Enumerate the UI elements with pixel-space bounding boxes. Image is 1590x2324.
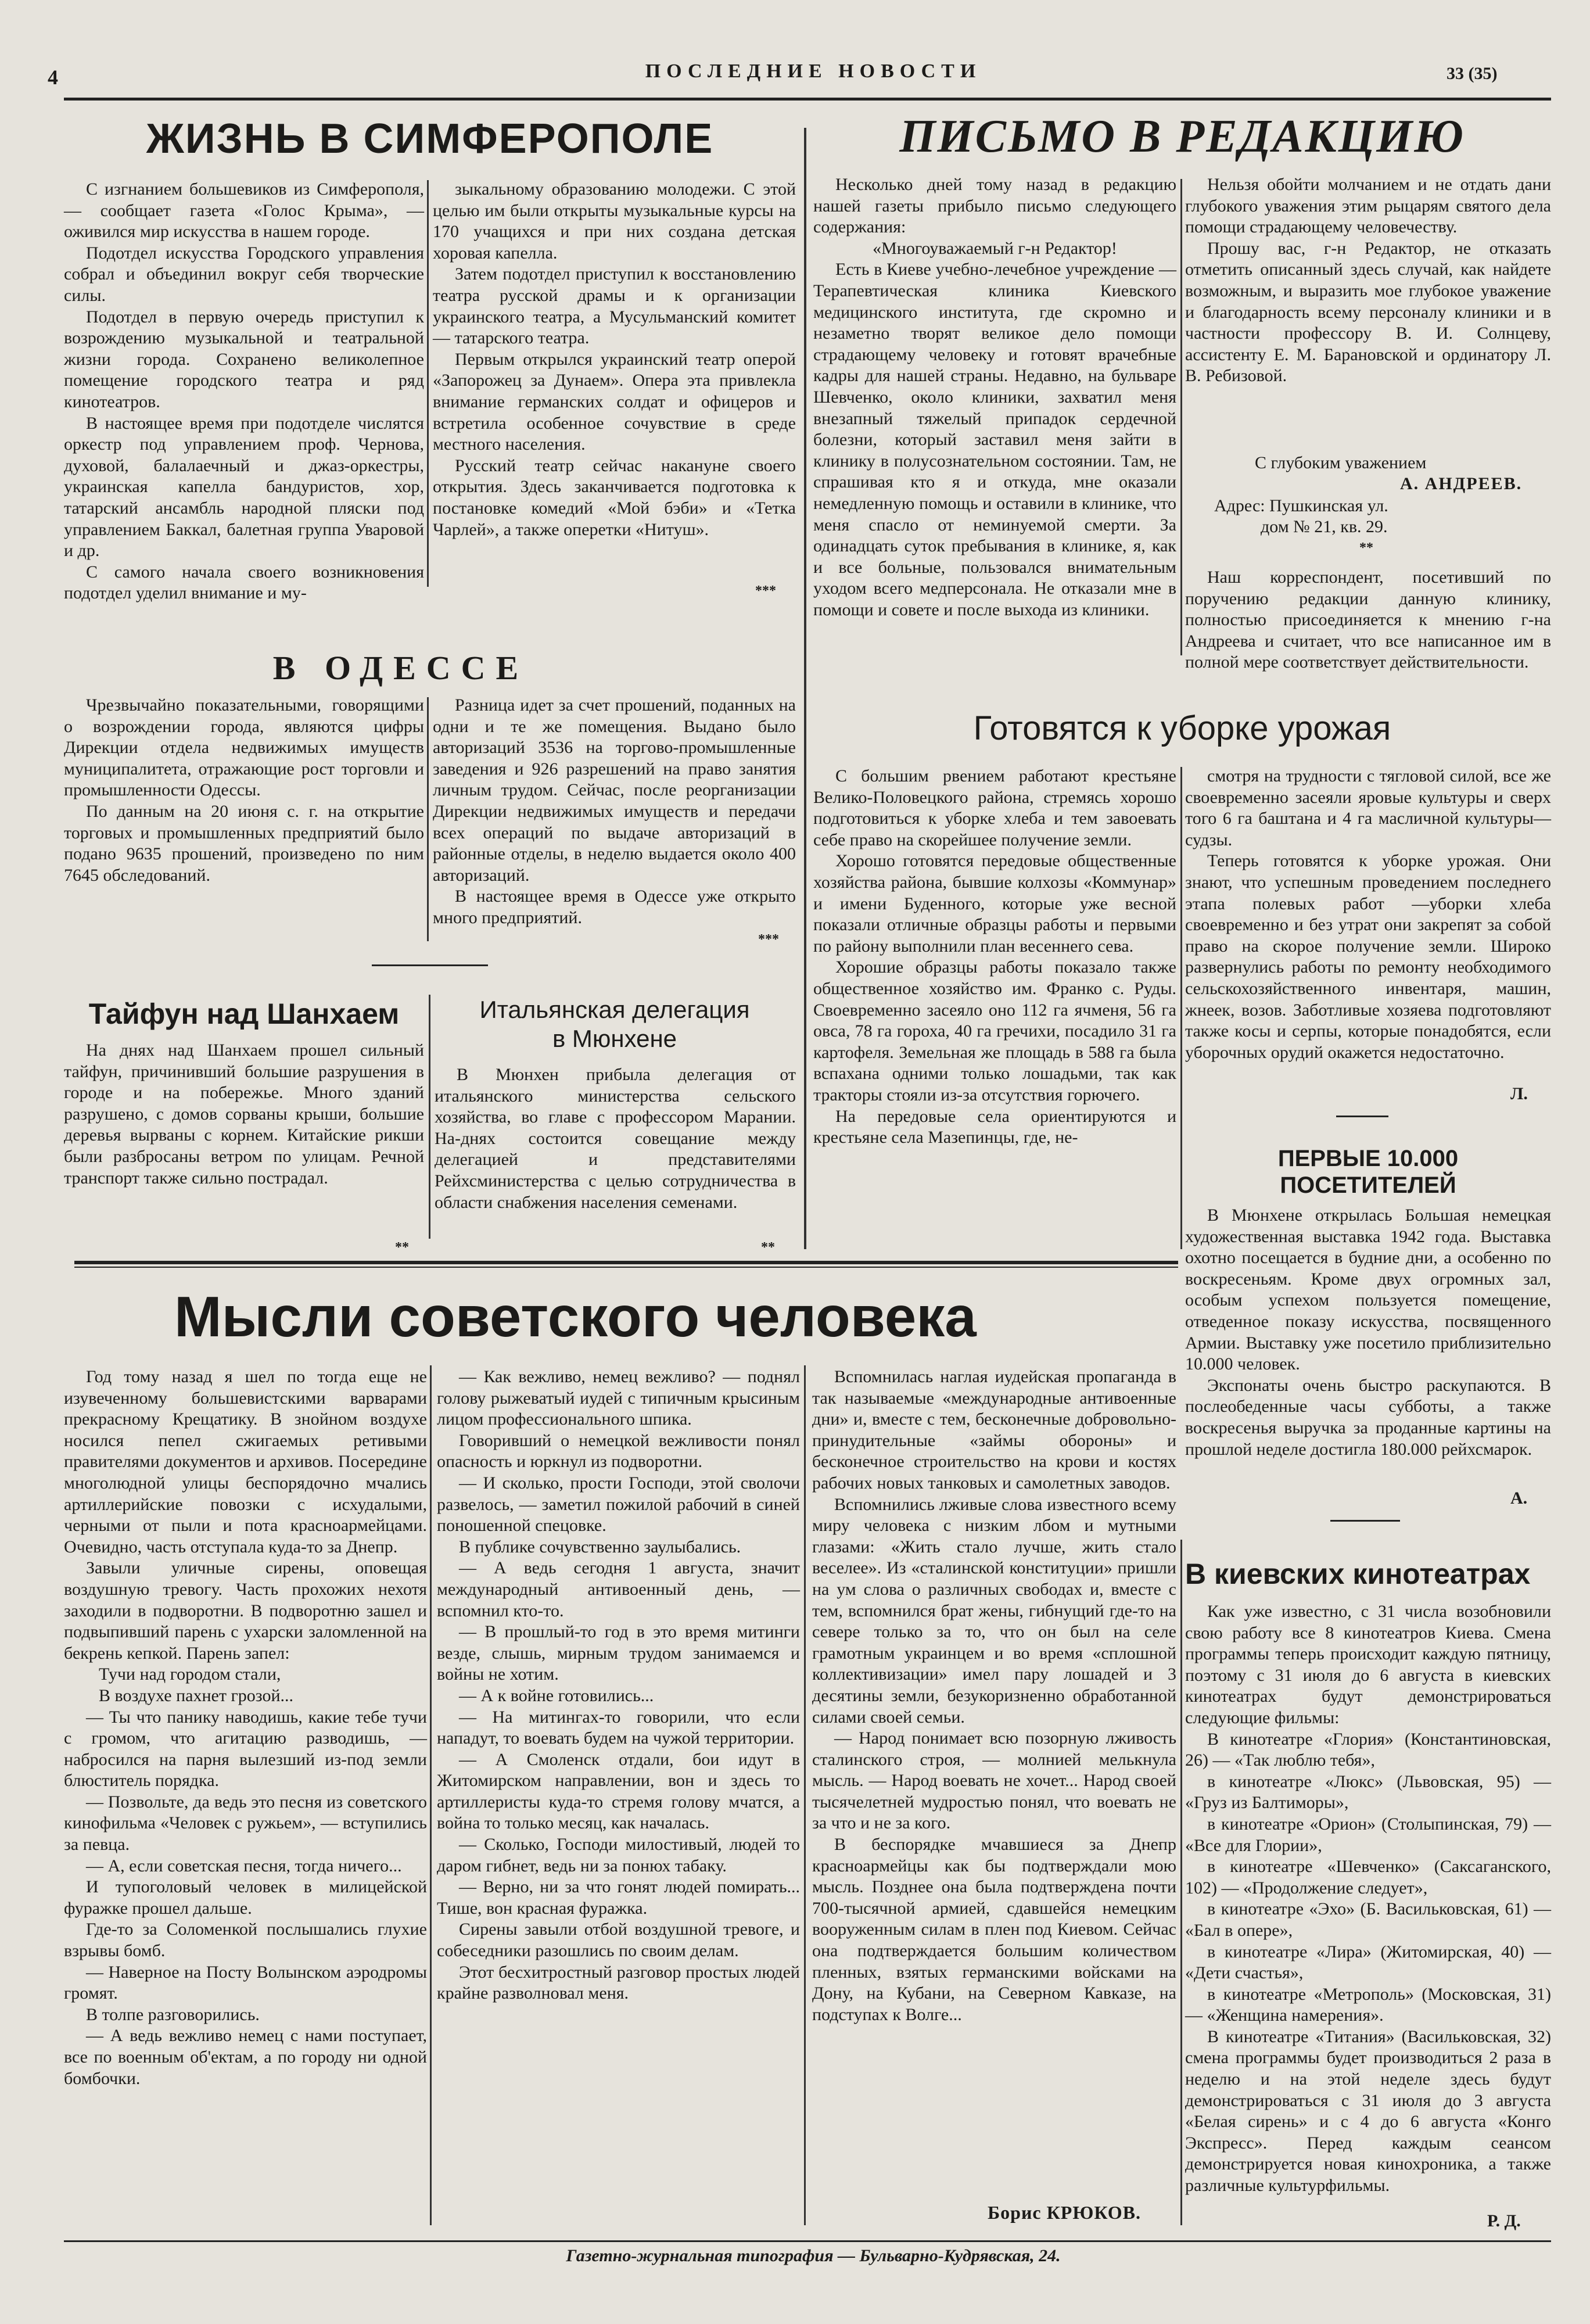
cinema-listing: В кинотеатре «Глория» (Константиновская, 26) — «Так люблю тебя»,	[1185, 1729, 1551, 1770]
odessa-title: В ОДЕССЕ	[272, 649, 529, 687]
paragraph: — А, если советская песня, тогда ничего...	[86, 1856, 402, 1875]
paragraph: — Как вежливо, немец вежливо? — поднял голову рыжеватый иудей с типичным крысиным лицом профессионального шпика.	[437, 1367, 800, 1429]
paragraph: — Ты что панику наводишь, какие тебе тучи с громом, что агитацию разводишь, — набросился на парня вылезший из-под земли блюститель порядка.	[64, 1707, 427, 1791]
visitors-signature: А.	[1510, 1489, 1528, 1508]
thoughts-col-2	[437, 1367, 800, 2232]
paragraph: Хорошо готовятся передовые общественные хозяйства района, бывшие колхозы «Коммунар» и имени Буденного, которые уже весной показали отличные образцы работы и первыми по району выполнили план весеннего сева.	[813, 851, 1176, 956]
paragraph: — Верно, ни за что гонят людей помирать... Тише, вон красная фуражка.	[437, 1877, 800, 1918]
thoughts-title: Мысли советского человека	[174, 1285, 977, 1349]
center-column-divider	[804, 128, 806, 1249]
paragraph: Русский театр сейчас накануне своего открытия. Здесь заканчивается подготовка к постановке комедий «Мой бэби» и «Тетка Чарлей», а также оперетки «Нитуш».	[433, 456, 796, 539]
cinemas-signature: Р. Д.	[1487, 2211, 1521, 2230]
paragraph: Затем подотдел приступил к восстановлению театра русской драмы и к организации украинского театра, а Мусульманский комитет — татарского театра.	[433, 264, 796, 348]
paragraph: Разница идет за счет прошений, поданных на одни и те же помещения. Выдано было авторизаций 3536 на торгово-промышленные заведения и 926 разрешений на право занятия личным трудом. Сейчас, после реорганизации Дирекции недвижимых имуществ и передачи всех операций по выдаче авторизаций в районные отделы, в неделю выдается около 400 авторизаций.	[433, 695, 796, 885]
letter-col-1	[813, 174, 1176, 657]
thoughts-divider-3	[1180, 1540, 1182, 2225]
paragraph: Говоривший о немецкой вежливости понял опасность и юркнул из подворотни.	[437, 1430, 800, 1472]
paragraph: На передовые села ориентируются и крестьяне села Мазепинцы, где, не-	[813, 1106, 1176, 1147]
paragraph: Как уже известно, с 31 числа возобновили свою работу все 8 кинотеатров Киева. Смена программы теперь происходит каждую пятницу, поэтому с 31 июля до 6 августа в киевских кинотеатрах будут демонстрироваться следующие фильмы:	[1185, 1602, 1551, 1727]
paragraph: Завыли уличные сирены, оповещая воздушную тревогу. Часть прохожих нехотя заходили в подворотни. В подворотню зашел и подвыпивший парень с ухарски заломленной на бекрень кепкой. Парень запел:	[64, 1558, 427, 1663]
page-number: 4	[48, 66, 58, 89]
paragraph: Вспомнилась наглая иудейская пропаганда в так называемые «международные антивоенные дни» и, вместе с тем, бесконечные добровольно-принудительные «займы обороны» и бесконечное строительство на крови и костях рабочих новых танковых и самолетных заводов.	[812, 1367, 1176, 1493]
cinemas-title: В киевских кинотеатрах	[1185, 1558, 1531, 1590]
letter-signature: А. АНДРЕЕВ.	[1400, 474, 1523, 493]
paragraph: «Многоуважаемый г-н Редактор!	[873, 238, 1117, 258]
paragraph: Год тому назад я шел по тогда еще не изувеченному большевистскими варварами прекрасному Крещатику. В знойном воздухе носился пепел сжигаемых ретивыми правителями документов и архивов. Посередине многолюдной улицы беспорядочно мчались артиллерийские повозки с исхудалыми, черными от пыли и пота красноармейцами. Очевидно, часть отступала куда-то за Днепр.	[64, 1367, 427, 1556]
thoughts-signature: Борис КРЮКОВ.	[988, 2202, 1142, 2223]
typhoon-title: Тайфун над Шанхаем	[88, 998, 400, 1030]
paragraph: — Позвольте, да ведь это песня из советского кинофильма «Человек с ружьем», — вступились за певца.	[64, 1792, 427, 1855]
cinema-listing: в кинотеатре «Шевченко» (Саксаганского, 102) — «Продолжение следует»,	[1185, 1857, 1551, 1898]
paragraph: С самого начала своего возникновения подотдел уделил внимание и му-	[64, 562, 424, 603]
simferopol-col-1	[64, 179, 424, 603]
paragraph: зыкальному образованию молодежи. С этой целью им были открыты музыкальные курсы на 170 учащихся и при них создана детская хоровая капелла.	[433, 180, 796, 263]
paragraph: Первым открылся украинский театр оперой «Запорожец за Дунаем». Опера эта привлекла внимание германских солдат и офицеров и встретила особенное сочувствие в среде местного населения.	[433, 349, 796, 454]
paragraph: Прошу вас, г-н Редактор, не отказать отметить описанный здесь случай, как найдете возможным, и выразить мое глубокое уважение и благодарность всему персоналу клиники и в частности профессору В. И. Солнцеву, ассистенту Е. М. Барановской и ординатору Л. В. Ребизовой.	[1185, 238, 1551, 386]
typhoon-text	[64, 1040, 424, 1232]
cinema-listing: в кинотеатре «Метрополь» (Московская, 31) — «Женщина намерения».	[1185, 1984, 1551, 2025]
issue-number: 33 (35)	[1447, 64, 1498, 83]
letter-divider	[1180, 179, 1182, 655]
paragraph: И тупоголовый человек в милицейской фуражке прошел дальше.	[64, 1877, 427, 1918]
paragraph: Подотдел в первую очередь приступил к возрождению музыкальной и театральной жизни города. Сохранено великолепное помещение городского театра и ряд кинотеатров.	[64, 307, 424, 411]
odessa-col-1	[64, 695, 424, 939]
italian-end-mark: **	[761, 1240, 775, 1255]
paragraph: Несколько дней тому назад в редакцию нашей газеты прибыло письмо следующего содержания:	[813, 175, 1176, 237]
simferopol-title: ЖИЗНЬ В СИМФЕРОПОЛЕ	[146, 116, 714, 162]
section-rule-top	[74, 1261, 1178, 1264]
paragraph: На днях над Шанхаем прошел сильный тайфун, причинивший большие разрушения в городе и на побережье. Много зданий разрушено, с домов сорваны крыши, большие деревья вырваны с корнем. Китайские рикши были разбросаны ветром по улицам. Речной транспорт также сильно пострадал.	[64, 1041, 424, 1188]
footer-imprint: Газетно-журнальная типография — Бульварно-Кудрявская, 24.	[566, 2246, 1061, 2265]
paragraph: Подотдел искусства Городского управления собрал и объединил вокруг себя творческие силы.	[64, 243, 424, 305]
paragraph: — И сколько, прости Господи, этой сволочи развелось, — заметил пожилой рабочий в синей поношенной спецовке.	[437, 1473, 800, 1536]
typhoon-divider	[429, 995, 430, 1239]
simferopol-divider	[427, 180, 429, 587]
simferopol-col-2	[433, 179, 796, 603]
paragraph: В настоящее время в Одессе уже открыто много предприятий.	[433, 887, 796, 927]
typhoon-end-mark: **	[395, 1240, 409, 1255]
paragraph: В Мюнхене открылась Большая немецкая художественная выставка 1942 года. Выставка охотно посещается в будние дни, а особенно по воскресеньям. Кроме двух огромных зал, особым успехом пользуется помещение, отведенное показу искусства, посвященного Армии. Выставку уже посетило приблизительно 10.000 человек.	[1185, 1206, 1551, 1374]
newspaper-title: ПОСЛЕДНИЕ НОВОСТИ	[645, 60, 982, 82]
paragraph: Этот бесхитростный разговор простых людей крайне разволновал меня.	[437, 1962, 800, 2003]
letter-address-line2: дом № 21, кв. 29.	[1261, 517, 1388, 536]
italian-text	[435, 1064, 796, 1239]
visitors-text	[1185, 1205, 1551, 1487]
harvest-col-1	[813, 766, 1176, 1248]
letter-address-line1: Адрес: Пушкинская ул.	[1214, 496, 1388, 515]
cinema-listing: в кинотеатре «Люкс» (Львовская, 95) — «Груз из Балтиморы»,	[1185, 1771, 1551, 1813]
section-rule-bottom	[74, 1267, 1178, 1268]
thoughts-col-3	[812, 1367, 1176, 2209]
visitors-title-line2: ПОСЕТИТЕЛЕЙ	[1280, 1172, 1456, 1198]
letter-stars: **	[1359, 540, 1373, 555]
paragraph: В беспорядке мчавшиеся за Днепр красноармейцы как бы подтверждали мою мысль. Позднее она была подтверждена почти 700-тысячной армией, сдавшейся немецким вооруженным силам в плен под Киевом. Сейчас она подтверждается большим количеством пленных, взятых германскими войсками на Дону, на Кубани, на Северном Кавказе, на подступах к Волге...	[812, 1835, 1176, 2024]
paragraph: В толпе разговорились.	[86, 2004, 260, 2024]
footer-rule	[64, 2240, 1551, 2242]
paragraph: По данным на 20 июня с. г. на открытие торговых и промышленных предприятий было подано 9635 прошений, произведено по ним 7645 обследований.	[64, 801, 424, 885]
paragraph: С большим рвением работают крестьяне Велико-Половецкого района, стремясь хорошо подготовиться к уборке хлеба и тем завоевать себе право на скорейшее получение земли.	[813, 766, 1176, 849]
paragraph: В публике сочувственно заулыбались.	[459, 1537, 741, 1556]
paragraph: Хорошие образцы работы показало также общественное хозяйство им. Франко с. Руды. Своевременно засеяло оно 112 га ячменя, 56 га овса, 78 га гороха, 40 га гречихи, посадило 31 га картофеля. Земельная же площадь в 588 га была вспахана одними только лошадьми, так как тракторы стояли из-за отсутствия горючего.	[813, 957, 1176, 1104]
paragraph: — В прошлый-то год в это время митинги везде, слышь, мирным трудом занимаемся и войны не хотим.	[437, 1622, 800, 1684]
paragraph: — Народ понимает всю позорную лживость сталинского строя, — молнией мелькнула мысль. — Народ воевать не хочет... Народ своей тысячелетней мудростью понял, что воевать не за что и не за кого.	[812, 1728, 1176, 1833]
paragraph: Сирены завыли отбой воздушной тревоге, и собеседники разошлись по своим делам.	[437, 1920, 800, 1961]
cinema-listing: В кинотеатре «Титания» (Васильковская, 32) смена программы будет производиться 2 раза в неделю и на этой неделе здесь будут демонстрироваться с 31 июля до 3 августа «Белая сирень» и с 4 до 6 августа «Конго Экспресс». Перед каждым сеансом демонстрируется новая кинохроника, а также различные культурфильмы.	[1185, 2027, 1551, 2196]
paragraph: В Мюнхен прибыла делегация от итальянского министерства сельского хозяйства, во главе с профессором Марании. На-днях состоится совещание между делегацией и представителями Рейхсминистерства с целью сотрудничества в области снабжения населения семенами.	[435, 1065, 796, 1212]
harvest-bottom-rule	[1336, 1116, 1388, 1117]
harvest-title: Готовятся к уборке урожая	[973, 709, 1391, 747]
thoughts-divider-2	[804, 1365, 806, 2225]
header-rule	[64, 98, 1551, 101]
odessa-end-mark: ***	[758, 932, 779, 947]
paragraph: В настоящее время при подотделе числятся оркестр под управлением проф. Чернова, духовой, балалаечный и джаз-оркестры, украинская капелла бандуристов, хор, татарский ансамбль народной пляски под управлением Баккал, балетная группа Уваровой и др.	[64, 413, 424, 561]
odessa-bottom-rule	[372, 964, 488, 966]
letter-title: ПИСЬМО В РЕДАКЦИЮ	[899, 111, 1465, 162]
paragraph: смотря на трудности с тягловой силой, все же своевременно засеяли яровые культуры и сверх того 6 га баштана и 4 га масличной культуры—судзы.	[1185, 766, 1551, 849]
paragraph: Чрезвычайно показательными, говорящими о возрождении города, являются цифры Дирекции отдела недвижимых имуществ муниципалитета, отражающие рост торговли и промышленности Одессы.	[64, 695, 424, 800]
paragraph: Экспонаты очень быстро раскупаются. В послеобеденные часы субботы, а также воскресенья выручка за проданные картины на прошлой неделе достигла 180.000 рейхсмарок.	[1185, 1375, 1551, 1459]
simferopol-end-mark: ***	[755, 583, 776, 598]
cinema-listing: в кинотеатре «Лира» (Житомирская, 40) — «Дети счастья»,	[1185, 1942, 1551, 1983]
harvest-col-2	[1185, 766, 1551, 1085]
paragraph: — Наверное на Посту Волынском аэродромы громят.	[64, 1962, 427, 2003]
paragraph: — На митингах-то говорили, что если нападут, то воевать будем на чужой территории.	[437, 1707, 800, 1748]
harvest-divider	[1180, 767, 1182, 1249]
harvest-signature: Л.	[1510, 1084, 1528, 1103]
paragraph: Есть в Киеве учебно-лечебное учреждение — Терапевтическая клиника Киевского медицинского института, где скромно и незаметно творят великое дело помощи страдающему человеку и готовят врачебные кадры для нашей страны. Недавно, на бульваре Шевченко, около клиники, захватил меня внезапный тяжелый припадок сердечной болезни, который заставил меня зайти в клинику в полусознательном состоянии. Там, не спрашивая кто я и откуда, мне оказали немедленную помощь и оставили в клинике, что меня спасло от неминуемой смерти. За одинадцать суток пребывания в клинике, я, как и все больные, пользовался внимательным уходом всего медперсонала. Не отказали мне в помощи и совете и после выхода из клиники.	[813, 260, 1176, 619]
paragraph: Где-то за Соломенкой послышались глухие взрывы бомб.	[64, 1920, 427, 1961]
paragraph: — Сколько, Господи милостивый, людей то даром гибнет, ведь ни за понюх табаку.	[437, 1835, 800, 1875]
thoughts-divider-1	[430, 1365, 432, 2225]
paragraph: Вспомнились лживые слова известного всему миру человека с низким лбом и мутными глазами: «Жить стало лучше, жить стало веселее». Из «сталинской конституции» пришли на ум слова о различных свободах и, вместе с тем, вспомнился брат жены, гибнущий где-то на севере только за то, что он был на селе грамотным украинцем и во время «сплошной коллективизации» имел пару лошадей и 3 десятины земли, безукоризненно обработанной силами своей семьи.	[812, 1494, 1176, 1727]
cinema-listing: в кинотеатре «Эхо» (Б. Васильковская, 61) — «Бал в опере»,	[1185, 1899, 1551, 1940]
cinemas-text	[1185, 1601, 1551, 2205]
odessa-col-2	[433, 695, 796, 956]
cinema-listing: в кинотеатре «Орион» (Столыпинская, 79) — «Все для Глории»,	[1185, 1814, 1551, 1855]
paragraph: — А к войне готовились...	[459, 1685, 654, 1705]
paragraph: В воздухе пахнет грозой...	[99, 1685, 293, 1705]
italian-title-line2: в Мюнхене	[552, 1025, 677, 1052]
letter-col-2	[1185, 174, 1551, 430]
visitors-title-line1: ПЕРВЫЕ 10.000	[1277, 1146, 1459, 1171]
visitors-bottom-rule	[1330, 1520, 1400, 1522]
paragraph: — А ведь вежливо немец с нами поступает, все по военным об'ектам, а по городу ни одной бомбочки.	[64, 2026, 427, 2088]
paragraph: С изгнанием большевиков из Симферополя, — сообщает газета «Голос Крыма», — оживился мир искусства в нашем городе.	[64, 180, 424, 242]
thoughts-col-1	[64, 1367, 427, 2232]
letter-note	[1185, 567, 1551, 672]
italian-title-line1: Итальянская делегация	[479, 996, 750, 1023]
paragraph: — А Смоленск отдали, бои идут в Житомирском направлении, вон и здесь то артиллеристы куда-то стремя голову мчатся, а война то только месяц, как началась.	[437, 1749, 800, 1833]
paragraph: Теперь готовятся к уборке урожая. Они знают, что успешным проведением последнего этапа полевых работ —уборки хлеба своевременно и без утрат они закрепят за собой право на скорое получение земли. Широко развернулись работы по ремонту необходимого сельскохозяйственного инвентаря, машин, жнеек, возов. Заботливые хозяева подготовляют также косы и серпы, которые понадобятся, если уборочных орудий окажется недостаточно.	[1185, 851, 1551, 1062]
letter-closing: С глубоким уважением	[1255, 453, 1427, 472]
paragraph: Наш корреспондент, посетивший по поручению редакции данную клинику, полностью присоединяется к мнению г-на Андреева и считает, что все написанное им в полной мере соответствует действительности.	[1185, 568, 1551, 672]
odessa-divider	[427, 697, 429, 941]
paragraph: — А ведь сегодня 1 августа, значит международный антивоенный день, — вспомнил кто-то.	[437, 1558, 800, 1620]
paragraph: Нельзя обойти молчанием и не отдать дани глубокого уважения этим рыцарям святого дела помощи страдающему человечеству.	[1185, 175, 1551, 237]
paragraph: Тучи над городом стали,	[99, 1665, 281, 1684]
